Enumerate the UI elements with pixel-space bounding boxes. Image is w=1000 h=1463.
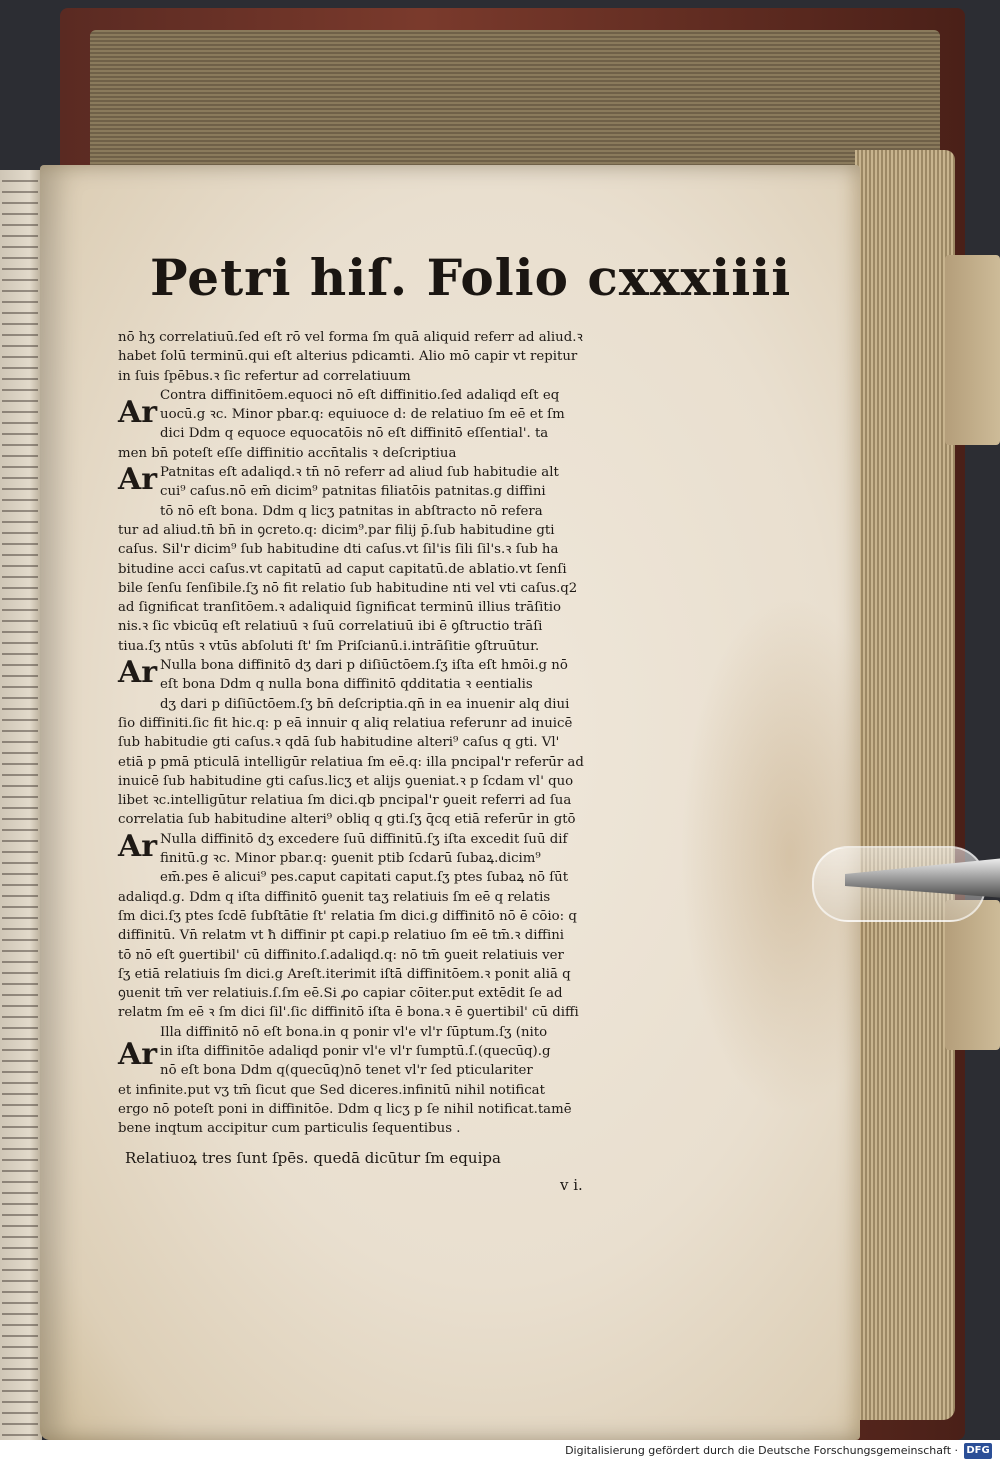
digitization-credit-bar — [0, 1440, 1000, 1463]
clasp-strap-lower — [945, 900, 1000, 1050]
text-line: in iſta diffinitōe adaliqd ponir vl'e vl'r ſumptū.ſ.(quecūq).g — [160, 1043, 551, 1059]
paragraph-capital: Ar — [118, 462, 158, 497]
text-line: habet ſolū terminū.qui eſt alterius pdicamti. Alio mō capir vt repitur — [118, 349, 578, 365]
text-line: caſus. Sil'r dicim⁹ ſub habitudine dti caſus.vt ſil'is ſili ſil's.ꝛ ſub ha — [118, 542, 559, 558]
text-line: bene inqtum accipitur cum particulis ſequentibus . — [118, 1121, 461, 1137]
text-line: tō nō eſt ꝯuertibil' cū diffinito.ſ.adaliqd.q: nō tm̄ ꝯueit relatiuis ver — [118, 947, 564, 963]
text-line: relatm ſm eē ꝛ ſm dici ſil'.ſic diffinitō iſta ē bona.ꝛ ē ꝯuertibil' cū diffi — [118, 1005, 579, 1021]
signature-mark: v i. — [560, 1176, 583, 1194]
text-line: correlatia ſub habitudine alteri⁹ obliq q gti.ſʒ q̄cq etiā referūr in gtō — [118, 812, 576, 828]
text-line: cui⁹ caſus.nō em̄ dicim⁹ patnitas filiatōis patnitas.g diffini — [160, 484, 546, 500]
text-line: ergo nō poteſt poni in diffinitōe. Ddm q licʒ p ſe nihil notificat.tamē — [118, 1101, 572, 1117]
text-line: in ſuis ſpēbus.ꝛ ſic refertur ad correlatiuum — [118, 368, 411, 384]
credit-text: Digitalisierung gefördert durch die Deutsche Forschungsgemeinschaft · — [565, 1444, 958, 1457]
text-line: bitudine acci caſus.vt capitatū ad caput capitatū.de ablatio.vt ſenſi — [118, 561, 567, 577]
text-line: em̄.pes ē alicui⁹ pes.caput capitati caput.ſʒ ptes ſubaꝝ nō ſūt — [160, 870, 569, 886]
dfg-logo: DFG — [964, 1443, 992, 1459]
text-line: nis.ꝛ ſic vbicūq eſt relatiuū ꝛ ſuū correlatiuū ibi ē ꝯſtructio trāſi — [118, 619, 543, 635]
paragraph-capital: Ar — [118, 655, 158, 690]
text-line: Nulla bona diffinitō dʒ dari p diſiūctōem.ſʒ iſta eſt hmōi.g nō — [160, 658, 568, 674]
text-line: ꝯuenit tm̄ ver relatiuis.ſ.ſm eē.Si ꝓo capiar cōiter.put extēdit ſe ad — [118, 986, 563, 1002]
text-line: nō eſt bona Ddm q(quecūq)nō tenet vl'r ſed pticulariter — [160, 1063, 533, 1079]
page-edges-top — [90, 30, 940, 180]
text-line: nō hʒ correlatiuū.ſed eſt rō vel forma ſm quā aliquid referr ad aliud.ꝛ — [118, 330, 583, 345]
text-line: tur ad aliud.tn̄ bn̄ in ꝯcreto.q: dicim⁹.par filij p̄.ſub habitudine gti — [118, 522, 555, 538]
text-line: inuicē ſub habitudine gti caſus.licʒ et alijs ꝯueniat.ꝛ p ſcdam vl' quo — [118, 773, 574, 789]
paragraph-capital: Ar — [118, 395, 158, 430]
text-line: ad ſignificat tranſitōem.ꝛ adaliquid ſignificat terminū illius trāſitio — [118, 600, 561, 616]
facing-page-edge — [0, 170, 42, 1450]
text-line: ſʒ etiā relatiuis ſm dici.g Areſt.iterimit iſtā diffinitōem.ꝛ ponit aliā q — [118, 966, 571, 982]
text-line: finitū.g ꝛc. Minor pbar.q: ꝯuenit ptib ſcdarū ſubaꝝ.dicim⁹ — [160, 851, 541, 867]
text-line: bile ſenſu ſenſibile.ſʒ nō fit relatio ſub habitudine nti vel vti caſus.q2 — [118, 580, 578, 596]
text-line: Contra diffinitōem.equoci nō eſt diffinitio.ſed adaliqd eſt eq — [160, 387, 560, 403]
text-line: tiua.ſʒ ntūs ꝛ vtūs abſoluti ſt' ſm Priſcianū.i.intrāſitie ꝯſtruūtur. — [118, 638, 540, 654]
closing-line: Relatiuoꝝ tres ſunt ſpēs. quedā dicūtur ſm equipa — [125, 1149, 501, 1167]
paragraph-capital: Ar — [118, 829, 158, 864]
text-line: ſub habitudie gti caſus.ꝛ qdā ſub habitudine alteri⁹ caſus q gti. Vl' — [118, 735, 560, 751]
text-line: et infinite.put vʒ tm̄ ſicut que Sed diceres.infinitū nihil notificat — [118, 1082, 545, 1098]
text-line: dici Ddm q equoce equocatōis nō eſt diffinitō eſſential'. ta — [160, 426, 549, 442]
running-header: Petri hiſ. Folio cxxxiiii — [150, 248, 792, 307]
text-line: Nulla diffinitō dʒ excedere ſuū diffinitū.ſʒ iſta excedit ſuū dif — [160, 831, 568, 847]
text-line: adaliqd.g. Ddm q iſta diffinitō ꝯuenit taʒ relatiuis ſm eē q relatis — [118, 889, 551, 905]
text-line: tō nō eſt bona. Ddm q licʒ patnitas in abſtracto nō refera — [160, 503, 543, 519]
paragraph-capital: Ar — [118, 1037, 158, 1072]
text-line: ſio diffiniti.ſic fit hic.q: p eā innuir q aliq relatiua referunr ad inuicē — [118, 715, 573, 731]
facing-page-text-shadow — [2, 180, 38, 1440]
body-text — [118, 328, 648, 1138]
text-line: eſt bona Ddm q nulla bona diffinitō qdditatia ꝛ eentialis — [160, 677, 533, 693]
text-line: Patnitas eſt adaliqd.ꝛ tn̄ nō referr ad aliud ſub habitudie alt — [160, 465, 559, 481]
clasp-strap-upper — [945, 255, 1000, 445]
text-line: diffinitū. Vn̄ relatm vt ħ diffinir pt capi.p relatiuo ſm eē tm̄.ꝛ diffini — [118, 928, 565, 944]
text-line: men bn̄ poteſt eſſe diffinitio accn̄talis ꝛ deſcriptiua — [118, 445, 457, 461]
text-line: etiā p pmā pticulā intelligūr relatiua ſm eē.q: illa pncipal'r referūr ad — [118, 754, 584, 770]
text-line: dʒ dari p diſiūctōem.ſʒ bn̄ deſcriptia.qn̄ in ea inuenir alq diui — [160, 696, 570, 712]
text-line: libet ꝛc.intelligūtur relatiua ſm dici.qb pncipal'r ꝯueit referri ad ſua — [118, 793, 572, 809]
text-line: uocū.g ꝛc. Minor pbar.q: equiuoce d: de relatiuo ſm eē et ſm — [160, 407, 565, 423]
text-line: ſm dici.ſʒ ptes ſcdē ſubſtātie ſt' relatia ſm dici.g diffinitō nō ē cōio: q — [118, 908, 577, 924]
text-line: Illa diffinitō nō eſt bona.in q ponir vl'e vl'r ſūptum.ſʒ (nito — [160, 1024, 548, 1040]
